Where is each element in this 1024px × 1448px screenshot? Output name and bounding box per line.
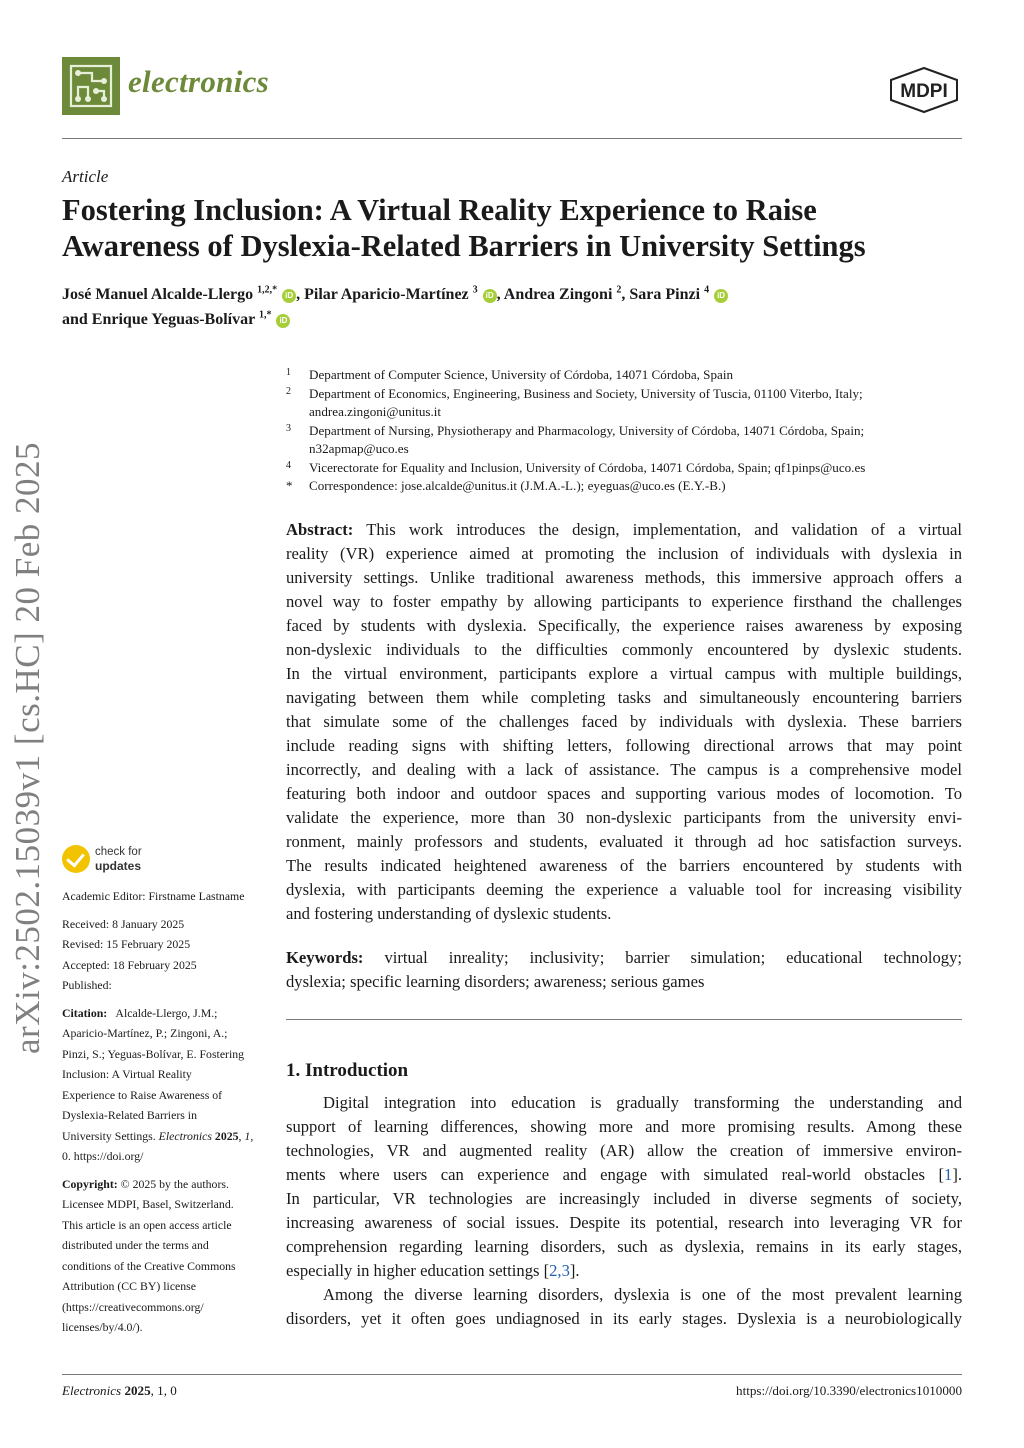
copyright-line: This article is an open access article bbox=[62, 1217, 232, 1232]
author-separator: , bbox=[296, 286, 301, 303]
title-line-1: Fostering Inclusion: A Virtual Reality Experience to Raise bbox=[62, 193, 817, 227]
author-name: José Manuel Alcalde-Llergo bbox=[62, 286, 254, 303]
section-divider bbox=[286, 1019, 962, 1020]
article-type: Article bbox=[62, 167, 109, 186]
author-name: Pilar Aparicio-Martínez bbox=[304, 286, 469, 303]
affiliation-number: 1 bbox=[286, 367, 291, 378]
affiliation-item bbox=[286, 422, 962, 459]
abstract-line: dyslexia, with participants deeming the experience a valuable tool for increasing visibility bbox=[286, 880, 962, 899]
correspondence-text: Correspondence: jose.alcalde@unitus.it (J.M.A.-L.); eyeguas@uco.es (E.Y.-B.) bbox=[309, 478, 726, 493]
paragraph-line: support of learning differences, showing more and more promising results. Among these bbox=[286, 1117, 962, 1136]
footer-volume: , 1, 0 bbox=[150, 1383, 177, 1398]
author-affiliation-marker: 4 bbox=[704, 284, 710, 296]
citation-link[interactable]: 2,3 bbox=[549, 1261, 570, 1280]
checkmark-icon bbox=[62, 845, 90, 873]
author-separator: , bbox=[621, 286, 626, 303]
affiliation-number: 2 bbox=[286, 385, 291, 397]
introduction-body bbox=[286, 1091, 962, 1331]
orcid-icon[interactable]: iD bbox=[483, 289, 497, 303]
affiliation-text: Department of Computer Science, University of Córdoba, 14071 Córdoba, Spain bbox=[309, 367, 734, 382]
author-affiliation-marker: 2 bbox=[616, 284, 622, 296]
check-updates-text: check for bbox=[95, 846, 142, 858]
citation-line: Inclusion: A Virtual Reality bbox=[62, 1067, 192, 1081]
paragraph-line: Digital integration into education is gradually transforming the understanding and bbox=[323, 1093, 962, 1112]
paragraph-line: technologies, VR and augmented reality (AR) allow the creation of immersive environ- bbox=[286, 1141, 962, 1160]
footer-citation bbox=[62, 1383, 177, 1399]
keywords bbox=[286, 946, 962, 994]
affiliation-number: 4 bbox=[286, 459, 291, 471]
abstract-line: novel way to foster empathy by allowing participants to experience firsthand the challenges bbox=[286, 592, 962, 611]
paragraph-line: ments where users can experience and engage with simulated real-world obstacles [1]. bbox=[286, 1165, 962, 1184]
copyright-line: conditions of the Creative Commons bbox=[62, 1258, 236, 1273]
author-affiliation-marker: 1,2,* bbox=[257, 284, 278, 296]
license-link[interactable]: (https://creativecommons.org/ bbox=[62, 1299, 204, 1314]
orcid-icon[interactable]: iD bbox=[282, 289, 296, 303]
footer-doi-link[interactable]: https://doi.org/10.3390/electronics1010000 bbox=[736, 1383, 962, 1398]
affiliation-text: Department of Economics, Engineering, Business and Society, University of Tuscia, 01100 Viterbo, Italy; andrea.zingoni@unitus.it bbox=[309, 385, 863, 419]
academic-editor: Academic Editor: Firstname Lastname bbox=[62, 889, 245, 903]
abstract-line: navigating between them while completing tasks and simultaneously encountering barriers bbox=[286, 688, 962, 707]
author-name: Andrea Zingoni bbox=[503, 286, 613, 303]
citation-line: Pinzi, S.; Yeguas-Bolívar, E. Fostering bbox=[62, 1046, 245, 1061]
affiliation-text: Vicerectorate for Equality and Inclusion, University of Córdoba, 14071 Córdoba, Spain; qf1pinps@uco.es bbox=[309, 459, 866, 475]
citation-line: Dyslexia-Related Barriers in bbox=[62, 1108, 197, 1122]
abstract-line: Abstract: This work introduces the design, implementation, and validation of a virtual bbox=[286, 520, 962, 539]
abstract-line: In the virtual environment, participants explore a virtual campus with multiple buildings, bbox=[286, 664, 962, 683]
paragraph-line: disorders, yet it often goes undiagnosed in its early stages. Dyslexia is a neurobiologically bbox=[286, 1309, 962, 1328]
header-divider bbox=[62, 138, 962, 139]
copyright-line: Attribution (CC BY) license bbox=[62, 1279, 197, 1293]
affiliation-item bbox=[286, 366, 962, 385]
paragraph-line: comprehension regarding learning disorders, such as dyslexia, remains in its early stages, bbox=[286, 1237, 962, 1256]
mdpi-logo bbox=[887, 66, 961, 114]
footer-year: 2025 bbox=[124, 1383, 151, 1398]
abstract-line: faced by students with dyslexia. Specifically, the experience raises awareness by exposing bbox=[286, 616, 962, 635]
citation-block bbox=[62, 1003, 267, 1167]
citation-doi-link[interactable]: 0. https://doi.org/ bbox=[62, 1149, 144, 1163]
title-line-2: Awareness of Dyslexia-Related Barriers in University Settings bbox=[62, 229, 866, 263]
accepted-date: Accepted: 18 February 2025 bbox=[62, 957, 197, 972]
correspondence-item bbox=[286, 477, 962, 496]
orcid-icon[interactable]: iD bbox=[714, 289, 728, 303]
footer-divider bbox=[62, 1374, 962, 1375]
affiliation-number: 3 bbox=[286, 422, 291, 434]
keywords-line: dyslexia; specific learning disorders; awareness; serious games bbox=[286, 972, 705, 991]
keywords-label: Keywords: bbox=[286, 948, 364, 967]
copyright-line: Copyright: © 2025 by the authors. bbox=[62, 1176, 229, 1191]
abstract-line: include reading signs with shifting letters, following directional arrows that may point bbox=[286, 736, 962, 755]
abstract-label: Abstract: bbox=[286, 520, 354, 539]
publication-info-sidebar bbox=[62, 886, 267, 1338]
paragraph-line: increasing awareness of social issues. Despite its potential, research into leveraging VR for bbox=[286, 1213, 962, 1232]
author-list bbox=[62, 282, 962, 332]
revised-date: Revised: 15 February 2025 bbox=[62, 937, 191, 951]
abstract-line: ronment, mainly professors and students, evaluated it through ad hoc satisfaction surveys. bbox=[286, 832, 962, 851]
keywords-line: Keywords: virtual inreality; inclusivity; barrier simulation; educational technology; bbox=[286, 948, 962, 967]
abstract bbox=[286, 518, 962, 926]
affiliations bbox=[286, 366, 962, 496]
license-link[interactable]: licenses/by/4.0/). bbox=[62, 1320, 143, 1334]
author-separator: , bbox=[496, 286, 501, 303]
author-name: Sara Pinzi bbox=[629, 286, 701, 303]
copyright-line: Licensee MDPI, Basel, Switzerland. bbox=[62, 1197, 234, 1211]
affiliation-text: Department of Nursing, Physiotherapy and Pharmacology, University of Córdoba, 14071 Córdoba, Spain; n32apmap@uco.es bbox=[309, 422, 865, 456]
paragraph-line: In particular, VR technologies are increasingly included in diverse segments of society, bbox=[286, 1189, 962, 1208]
abstract-line: and fostering understanding of dyslexic students. bbox=[286, 904, 612, 923]
paragraph-line: Among the diverse learning disorders, dyslexia is one of the most prevalent learning bbox=[323, 1285, 962, 1304]
affiliation-item bbox=[286, 459, 962, 478]
published-date: Published: bbox=[62, 978, 112, 992]
abstract-line: The results indicated heightened awareness of the barriers encountered by students with bbox=[286, 856, 962, 875]
journal-logo-icon bbox=[62, 57, 120, 115]
copyright-block bbox=[62, 1174, 267, 1338]
copyright-label: Copyright: bbox=[62, 1176, 118, 1191]
mdpi-logo-text: MDPI bbox=[900, 81, 948, 102]
journal-name: electronics bbox=[128, 64, 270, 99]
citation-line: Aparicio-Martínez, P.; Zingoni, A.; bbox=[62, 1026, 228, 1040]
section-heading-introduction: 1. Introduction bbox=[286, 1060, 409, 1081]
received-date: Received: 8 January 2025 bbox=[62, 916, 185, 931]
abstract-line: incorrectly, and dealing with a lack of assistance. The campus is a comprehensive model bbox=[286, 760, 962, 779]
paper-title bbox=[62, 192, 962, 264]
paragraph-line: especially in higher education settings [2,3]. bbox=[286, 1261, 580, 1280]
arxiv-identifier-stamp[interactable]: arXiv:2502.15039v1 [cs.HC] 20 Feb 2025 bbox=[8, 441, 47, 1054]
author-name: Enrique Yeguas-Bolívar bbox=[91, 311, 255, 328]
abstract-line: that simulate some of the challenges faced by individuals with dyslexia. These barriers bbox=[286, 712, 962, 731]
abstract-line: validate the experience, more than 30 non-dyslexic participants from the university envi- bbox=[286, 808, 962, 827]
abstract-line: non-dyslexic individuals to the difficulties commonly encountered by dyslexic students. bbox=[286, 640, 962, 659]
affiliation-item bbox=[286, 385, 962, 422]
citation-link[interactable]: 1 bbox=[944, 1165, 953, 1184]
author-conjunction: and bbox=[62, 311, 88, 328]
citation-label: Citation: bbox=[62, 1005, 108, 1020]
citation-line: Experience to Raise Awareness of bbox=[62, 1087, 223, 1102]
author-affiliation-marker: 1,* bbox=[258, 309, 272, 321]
abstract-line: reality (VR) experience aimed at promoting the inclusion of individuals with dyslexia in bbox=[286, 544, 962, 563]
publication-dates bbox=[62, 914, 267, 996]
check-updates-text: updates bbox=[95, 859, 142, 873]
author-affiliation-marker: 3 bbox=[472, 284, 478, 296]
citation-line: University Settings. Electronics 2025, 1, bbox=[62, 1128, 254, 1143]
orcid-icon[interactable]: iD bbox=[276, 314, 290, 328]
abstract-line: university settings. Unlike traditional awareness methods, this immersive approach offers a bbox=[286, 568, 962, 587]
copyright-line: distributed under the terms and bbox=[62, 1238, 209, 1252]
correspondence-marker: * bbox=[286, 478, 293, 493]
citation-line: Citation: Alcalde-Llergo, J.M.; bbox=[62, 1005, 218, 1020]
abstract-line: featuring both indoor and outdoor spaces and supporting various modes of locomotion. To bbox=[286, 784, 962, 803]
footer-journal: Electronics bbox=[62, 1383, 122, 1398]
